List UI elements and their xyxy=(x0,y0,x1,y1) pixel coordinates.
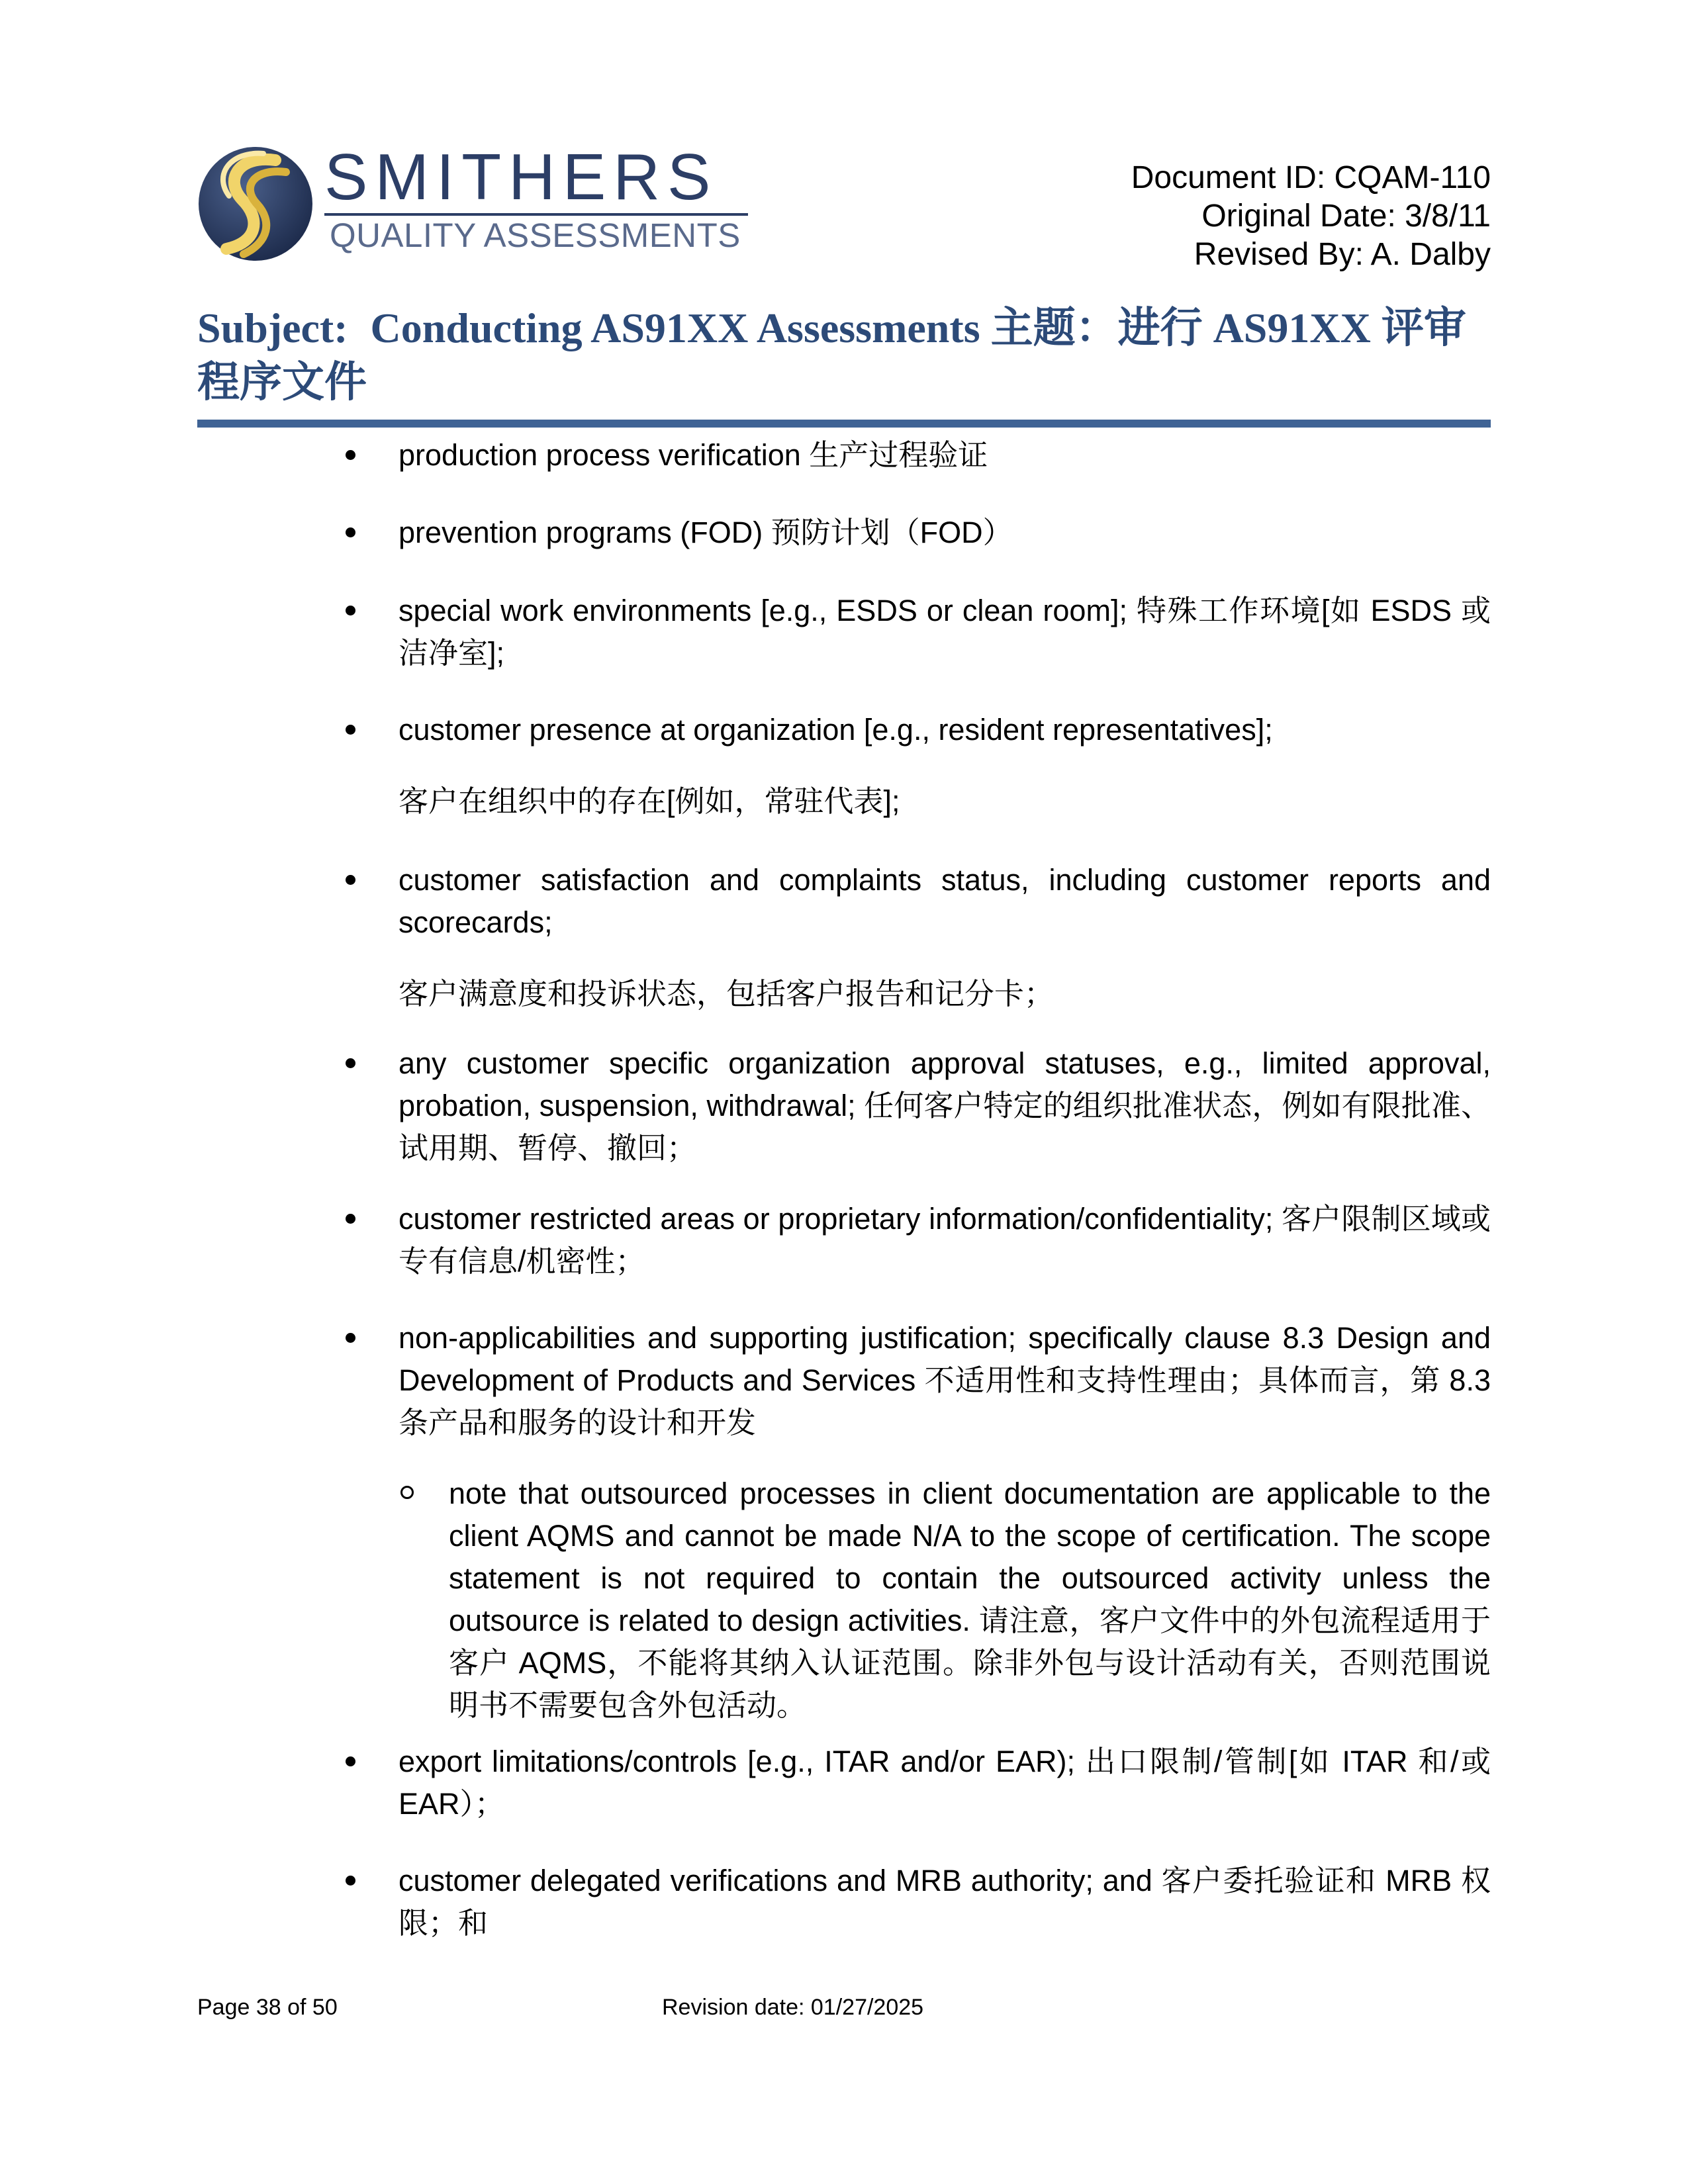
original-date: Original Date: 3/8/11 xyxy=(1201,199,1491,234)
document-id: Document ID: CQAM-110 xyxy=(1131,160,1491,195)
page-number: Page 38 of 50 xyxy=(197,1995,338,2020)
list-item xyxy=(197,590,1491,674)
bullet-icon xyxy=(346,527,355,537)
item-text: customer restricted areas or proprietary information/confidentiality; 客户限制区域或专有信息/机密性； xyxy=(399,1202,1491,1278)
revision-date: Revision date: 01/27/2025 xyxy=(662,1995,924,2020)
subject-label: Subject: xyxy=(197,304,348,351)
list-item xyxy=(197,1741,1491,1825)
item-text: export limitations/controls [e.g., ITAR and/or EAR); 出口限制/管制[如 ITAR 和/或 EAR）； xyxy=(399,1745,1491,1821)
logo-wordmark: SMITHERS xyxy=(324,140,718,213)
subject-heading xyxy=(197,301,1491,410)
smithers-logo xyxy=(197,140,753,263)
sub-list-item xyxy=(197,1473,1491,1727)
revised-by: Revised By: A. Dalby xyxy=(1194,237,1491,272)
bullet-icon xyxy=(346,1214,355,1224)
list-item xyxy=(197,434,1491,477)
bullet-icon xyxy=(346,1876,355,1886)
smithers-emblem-icon xyxy=(197,146,314,262)
item-text: any customer specific organization approval statuses, e.g., limited approval, probation, suspension, withdrawal; 任何客户特定的组织批准状态，例如有限批准、试用期、暂停、撤回； xyxy=(399,1046,1491,1165)
list-item xyxy=(197,709,1491,823)
item-text: production process verification 生产过程验证 xyxy=(399,438,988,472)
item-text: special work environments [e.g., ESDS or clean room]; 特殊工作环境[如 ESDS 或洁净室]; xyxy=(399,594,1491,670)
item-text: prevention programs (FOD) 预防计划（FOD） xyxy=(399,516,1013,549)
subject-title: Conducting AS91XX Assessments 主题：进行 AS91XX 评审程序文件 xyxy=(197,304,1466,406)
logo-divider xyxy=(324,213,748,216)
item-text: note that outsourced processes in client documentation are applicable to the client AQMS and cannot be made N/A to the scope of certification. The scope statement is not required to contain the outsourced activity unless the outsource is related to design activities. 请注意，客户文件中的外包流程适用于客户 AQMS，不能将其纳入认证范围。除非外包与设计活动有关，否则范围说明书不需要包含外包活动。 xyxy=(449,1477,1491,1722)
bullet-icon xyxy=(346,725,355,735)
bullet-icon xyxy=(346,875,355,885)
list-item xyxy=(197,1860,1491,1944)
header-rule xyxy=(197,420,1491,428)
bullet-icon xyxy=(346,606,355,615)
list-item xyxy=(197,859,1491,1015)
item-text: customer presence at organization [e.g., resident representatives]; xyxy=(399,713,1273,747)
bullet-icon xyxy=(346,1333,355,1343)
list-item xyxy=(197,1042,1491,1169)
list-item xyxy=(197,512,1491,554)
item-translation: 客户满意度和投诉状态，包括客户报告和记分卡； xyxy=(399,977,1055,1011)
item-translation: 客户在组织中的存在[例如，常驻代表]; xyxy=(399,784,900,818)
document-info xyxy=(1131,159,1491,274)
list-item xyxy=(197,1198,1491,1283)
list-item xyxy=(197,1317,1491,1444)
bullet-icon xyxy=(346,450,355,460)
bullet-icon xyxy=(346,1058,355,1068)
item-text: customer satisfaction and complaints status, including customer reports and scorecards; xyxy=(399,863,1491,939)
bullet-icon xyxy=(346,1756,355,1766)
hollow-bullet-icon xyxy=(400,1486,414,1499)
item-text: non-applicabilities and supporting justification; specifically clause 8.3 Design and Development of Products and Services 不适用性和支持性理由；具体而言，第 8.3 条产品和服务的设计和开发 xyxy=(399,1321,1491,1439)
logo-subtitle: QUALITY ASSESSMENTS xyxy=(330,216,741,254)
item-text: customer delegated verifications and MRB authority; and 客户委托验证和 MRB 权限；和 xyxy=(399,1864,1491,1940)
